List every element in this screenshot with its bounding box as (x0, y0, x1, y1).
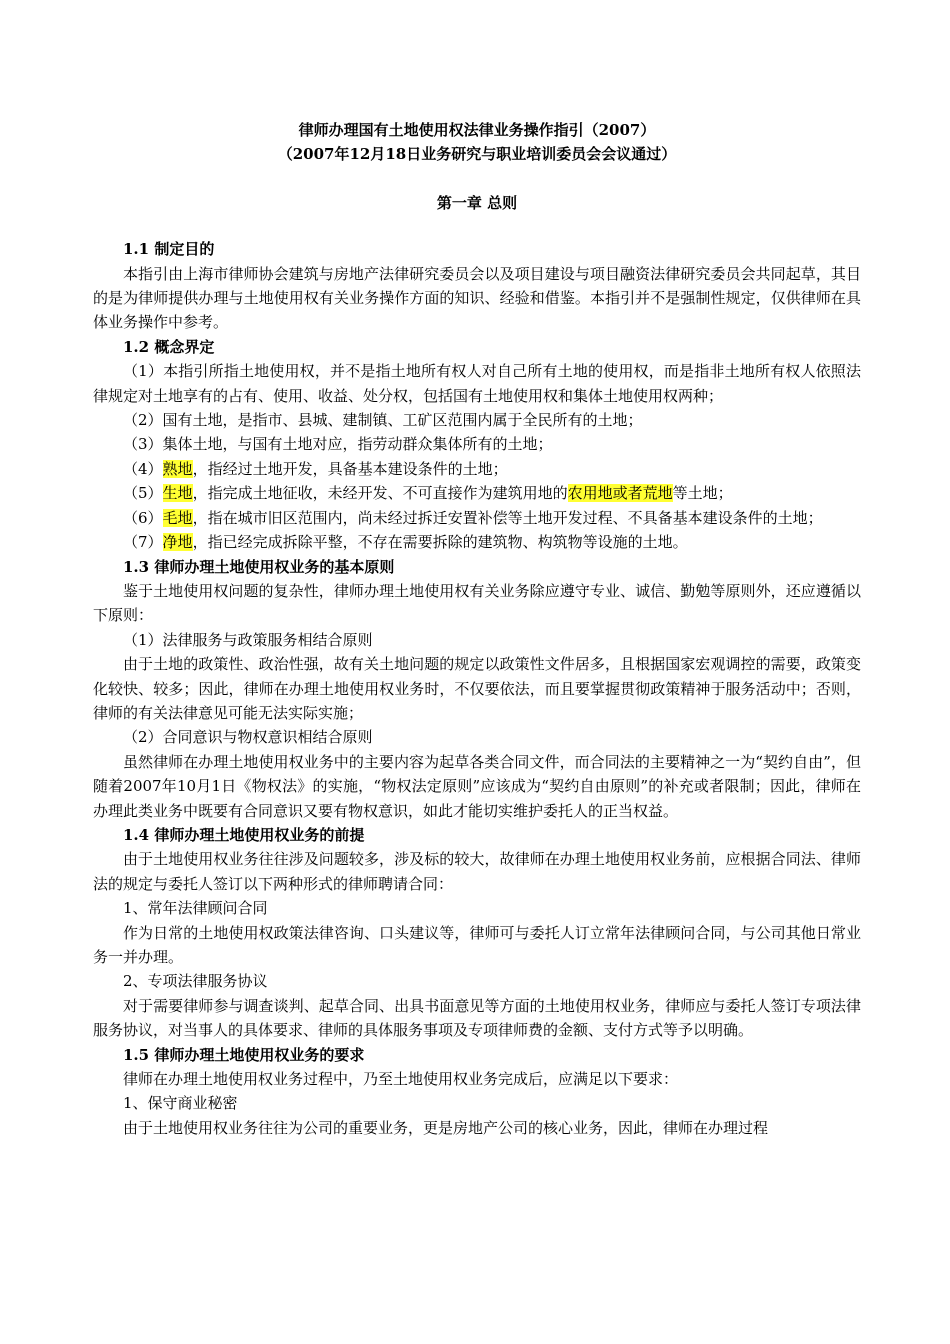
list-item: （1）本指引所指土地使用权，并不是指土地所有权人对自己所有土地的使用权，而是指非土地所有权人依照法律规定对土地享有的占有、使用、收益、处分权，包括国有土地使用权和集体土地使用权两种； (93, 362, 861, 405)
paragraph: 律师在办理土地使用权业务过程中，乃至土地使用权业务完成后，应满足以下要求： (123, 1070, 679, 1089)
item-text: 等土地； (672, 484, 733, 503)
item-number: （5） (123, 484, 163, 503)
paragraph: 作为日常的土地使用权政策法律咨询、口头建议等，律师可与委托人订立常年法律顾问合同，与公司其他日常业务一并办理。 (93, 923, 861, 966)
list-item: （2）国有土地，是指市、县城、建制镇、工矿区范围内属于全民所有的土地； (123, 411, 643, 430)
list-item (93, 506, 861, 530)
paragraph: 对于需要律师参与调查谈判、起草合同、出具书面意见等方面的土地使用权业务，律师应与委托人签订专项法律服务协议，对当事人的具体要求、律师的具体服务事项及专项律师费的金额、支付方式等予以明确。 (93, 996, 861, 1040)
paragraph: 由于土地使用权业务往往为公司的重要业务，更是房地产公司的核心业务，因此，律师在办理过程 (123, 1118, 769, 1137)
highlighted-term: 生地 (162, 484, 193, 503)
subheading: 2、专项法律服务协议 (123, 972, 268, 991)
list-item (93, 481, 861, 505)
list-item (93, 457, 861, 481)
item-text: ，指经过土地开发，具备基本建设条件的土地； (192, 459, 508, 478)
subheading: 1、保守商业秘密 (123, 1094, 238, 1113)
item-text: ，指在城市旧区范围内，尚未经过拆迁安置补偿等土地开发过程、不具备基本建设条件的土地； (192, 508, 823, 527)
section-heading: 1.5 律师办理土地使用权业务的要求 (123, 1045, 365, 1064)
item-text: ，指完成土地征收，未经开发、不可直接作为建筑用地的 (192, 484, 568, 503)
paragraph: 鉴于土地使用权问题的复杂性，律师办理土地使用权有关业务除应遵守专业、诚信、勤勉等原则外，还应遵循以下原则： (93, 581, 861, 625)
document-title: 律师办理国有土地使用权法律业务操作指引（2007） (298, 121, 656, 139)
paragraph: 本指引由上海市律师协会建筑与房地产法律研究委员会以及项目建设与项目融资法律研究委员会共同起草，其目的是为律师提供办理与土地使用权有关业务操作方面的知识、经验和借鉴。本指引并不是强制性规定，仅供律师在具体业务操作中参考。 (93, 264, 861, 332)
highlighted-term: 净地 (162, 533, 193, 552)
document-subtitle: （2007年12月18日业务研究与职业培训委员会会议通过） (277, 145, 677, 164)
section-heading: 1.1 制定目的 (123, 240, 215, 259)
highlighted-term: 熟地 (162, 459, 193, 478)
paragraph: 由于土地使用权业务往往涉及问题较多，涉及标的较大，故律师在办理土地使用权业务前，应根据合同法、律师法的规定与委托人签订以下两种形式的律师聘请合同： (93, 850, 861, 893)
item-text: ，指已经完成拆除平整，不存在需要拆除的建筑物、构筑物等设施的土地。 (192, 533, 688, 552)
item-number: （7） (123, 533, 163, 552)
chapter-heading: 第一章 总则 (436, 193, 518, 212)
subheading: （2）合同意识与物权意识相结合原则 (123, 728, 373, 747)
item-number: （6） (123, 508, 163, 527)
section-heading: 1.4 律师办理土地使用权业务的前提 (123, 825, 365, 844)
item-number: （4） (123, 459, 163, 478)
highlighted-term: 农用地或者荒地 (567, 484, 673, 503)
document-body (93, 118, 861, 1140)
subheading: 1、常年法律顾问合同 (123, 899, 268, 918)
paragraph: 由于土地的政策性、政治性强，故有关土地问题的规定以政策性文件居多，且根据国家宏观调控的需要，政策变化较快、较多；因此，律师在办理土地使用权业务时，不仅要依法，而且要掌握贯彻政策精神于服务活动中；否则，律师的有关法律意见可能无法实际实施； (93, 655, 861, 722)
paragraph: 虽然律师在办理土地使用权业务中的主要内容为起草各类合同文件，而合同法的主要精神之一为“契约自由”，但随着2007年10月1日《物权法》的实施，“物权法定原则”应该成为“契约自由原则”的补充或者限制；因此，律师在办理此类业务中既要有合同意识又要有物权意识，如此才能切实维护委托人的正当权益。 (93, 752, 861, 820)
section-heading: 1.3 律师办理土地使用权业务的基本原则 (123, 557, 395, 576)
section-heading: 1.2 概念界定 (123, 337, 215, 356)
list-item (93, 530, 861, 554)
subheading: （1）法律服务与政策服务相结合原则 (123, 630, 373, 649)
highlighted-term: 毛地 (162, 508, 193, 527)
list-item: （3）集体土地，与国有土地对应，指劳动群众集体所有的土地； (123, 435, 553, 454)
